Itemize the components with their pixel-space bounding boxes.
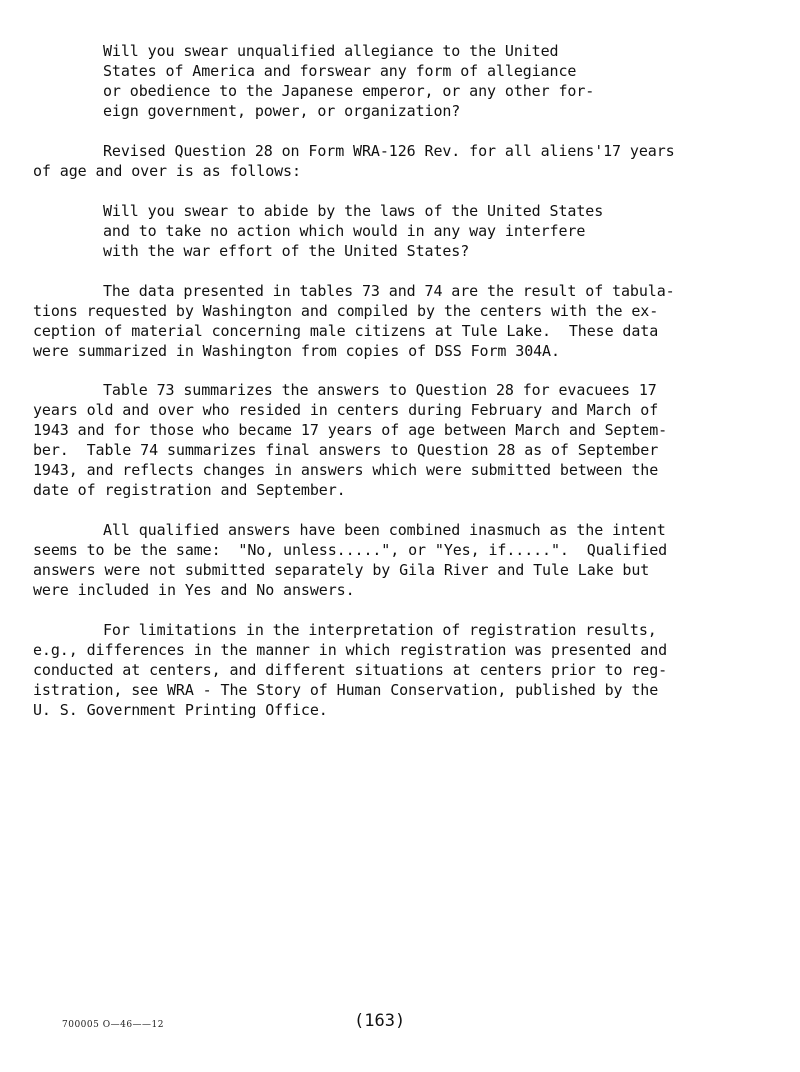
paragraph-tables-line: date of registration and September. [33, 481, 346, 499]
paragraph-tables-line: 1943, and reflects changes in answers which were submitted between the [33, 461, 659, 479]
paragraph-tables-line: years old and over who resided in centers during February and March of [33, 401, 659, 419]
oath-question-2-line: Will you swear to abide by the laws of the United States [103, 202, 604, 220]
print-code: 700005 O—46——12 [62, 1020, 164, 1030]
oath-question-1-line: or obedience to the Japanese emperor, or any other for- [103, 82, 595, 100]
paragraph-limitations-line: e.g., differences in the manner in which registration was presented and [33, 641, 668, 659]
paragraph-qualified-line: All qualified answers have been combined inasmuch as the intent [103, 521, 666, 539]
revised-question-intro-line: Revised Question 28 on Form WRA-126 Rev. for all aliens'17 years [103, 142, 675, 160]
revised-question-intro-line: of age and over is as follows: [33, 162, 301, 180]
oath-question-2-line: and to take no action which would in any way interfere [103, 222, 586, 240]
paragraph-tables-line: ber. Table 74 summarizes final answers to Question 28 as of September [33, 441, 659, 459]
oath-question-1-line: States of America and forswear any form of allegiance [103, 62, 577, 80]
oath-question-1-line: eign government, power, or organization? [103, 102, 461, 120]
paragraph-tables-line: Table 73 summarizes the answers to Question 28 for evacuees 17 [103, 381, 657, 399]
oath-question-1-line: Will you swear unqualified allegiance to the United [103, 42, 559, 60]
oath-question-2-line: with the war effort of the United States? [103, 242, 470, 260]
paragraph-data-source-line: The data presented in tables 73 and 74 are the result of tabula- [103, 282, 675, 300]
paragraph-qualified-line: were included in Yes and No answers. [33, 581, 355, 599]
paragraph-qualified-line: seems to be the same: "No, unless.....", or "Yes, if.....". Qualified [33, 541, 668, 559]
page-number: (163) [354, 1011, 406, 1031]
paragraph-limitations-line: istration, see WRA - The Story of Human Conservation, published by the [33, 681, 659, 699]
paragraph-limitations-line: U. S. Government Printing Office. [33, 701, 328, 719]
paragraph-qualified-line: answers were not submitted separately by Gila River and Tule Lake but [33, 561, 650, 579]
paragraph-tables-line: 1943 and for those who became 17 years of age between March and Septem- [33, 421, 668, 439]
paragraph-data-source-line: ception of material concerning male citizens at Tule Lake. These data [33, 322, 659, 340]
paragraph-limitations-line: conducted at centers, and different situations at centers prior to reg- [33, 661, 668, 679]
paragraph-data-source-line: were summarized in Washington from copies of DSS Form 304A. [33, 342, 560, 360]
paragraph-data-source-line: tions requested by Washington and compiled by the centers with the ex- [33, 302, 659, 320]
paragraph-limitations-line: For limitations in the interpretation of registration results, [103, 621, 657, 639]
